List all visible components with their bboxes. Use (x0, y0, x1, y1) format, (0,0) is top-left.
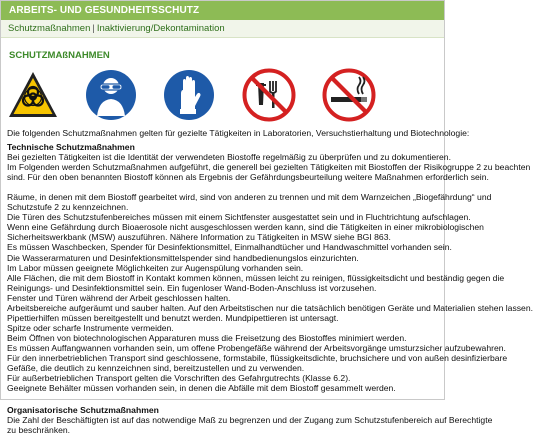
text-line: Fenster und Türen während der Arbeit geschlossen halten. (7, 292, 231, 303)
paragraph-gap (7, 393, 440, 403)
text-line: Im Folgenden werden Schutzmaßnahmen aufgeführt, die generell bei gezielten Tätigkeiten mit Biostoffen der Risikogruppe 2 zu beachten (7, 162, 531, 173)
protective-gloves-icon (163, 69, 215, 121)
text-line: Es müssen Waschbecken, Spender für Desinfektionsmittel, Einmalhandtücher und Handwaschmittel vorhanden sein. (7, 242, 452, 253)
text-line: Es müssen Auffangwannen vorhanden sein, um offene Probengefäße während der Arbeitsvorgänge umsturzsicher aufzubewahren. (7, 342, 506, 353)
protection-measures-text (7, 128, 533, 435)
safety-goggles-icon (85, 69, 137, 121)
text-line: Bei gezielten Tätigkeiten ist die Identität der verwendeten Biostoffe regelmäßig zu überprüfen und zu dokumentieren. (7, 152, 451, 163)
text-line: Pipettierhilfen müssen bereitgestellt und benutzt werden. Mundpipettieren ist untersagt. (7, 312, 339, 323)
paragraph-gap (7, 182, 440, 192)
text-line: Alle Flächen, die mit dem Biostoff in Kontakt kommen können, müssen leicht zu reinigen, flüssigkeitsdicht und beständig gegen die (7, 272, 505, 283)
no-smoking-icon (323, 69, 375, 121)
sub-navigation (1, 20, 444, 38)
text-line: Arbeitsbereiche aufgeräumt und sauber halten. Auf den Arbeitstischen nur die tatsächlich benötigen Geräte und Materialien stehen lassen. (7, 302, 533, 313)
text-line: Schutzstufe 2 zu kennzeichnen. (7, 202, 129, 213)
text-line: Reinigungs- und Desinfektionsmittel sein. Ein fugenloser Wand-Boden-Anschluss ist vorzusehen. (7, 282, 377, 293)
text-line: zu beschränken. (7, 425, 71, 435)
text-line: Die Wasserarmaturen und Desinfektionsmittelspender sind handbedienungslos einzurichten. (7, 252, 359, 263)
organisational-measures-heading: Organisatorische Schutzmaßnahmen (7, 405, 159, 416)
text-line: sind. Für den oben benannten Biostoff können als Ergebnis der Gefährdungsbeurteilung weitere Maßnahmen erforderlich sein. (7, 172, 489, 183)
text-line: Für außerbetrieblichen Transport gelten die Vorschriften des Gefahrgutrechts (Klasse 6.2). (7, 373, 351, 384)
text-line: Räume, in denen mit dem Biostoff gearbeitet wird, sind von anderen zu trennen und mit dem Warnzeichen „Biogefährdung“ und (7, 192, 492, 203)
text-line: Sicherheitswerkbank (MSW) auszuführen. Nähere Information zu Tätigkeiten in MSW siehe BGI 863. (7, 232, 391, 243)
text-line: Die Zahl der Beschäftigten ist auf das notwendige Maß zu begrenzen und der Zugang zum Schutzstufenbereich auf Berechtigte (7, 415, 493, 426)
text-line: Für den innerbetrieblichen Transport sind geschlossene, formstabile, flüssigkeitsdichte, bruchsichere und von außen desinfizierbare (7, 352, 508, 363)
no-eating-drinking-icon (243, 69, 295, 121)
section-header: ARBEITS- UND GESUNDHEITSSCHUTZ (1, 1, 444, 20)
nav-link-inaktivierung[interactable]: Inaktivierung/Dekontamination (96, 23, 225, 34)
technical-measures-heading: Technische Schutzmaßnahmen (7, 142, 135, 153)
intro-paragraph: Die folgenden Schutzmaßnahmen gelten für gezielte Tätigkeiten in Laboratorien, Versuchstierhaltung und Biotechnologie: (7, 128, 470, 138)
text-line: Beim Öffnen von biotechnologischen Apparaturen muss die Freisetzung des Biostoffes minimiert werden. (7, 332, 407, 343)
text-line: Wenn eine Gefährdung durch Bioaerosole nicht ausgeschlossen werden kann, sind die Tätigkeiten in einer mikrobiologischen (7, 222, 484, 233)
text-line: Spitze oder scharfe Instrumente vermeiden. (7, 322, 174, 333)
text-line: Die Türen des Schutzstufenbereiches müssen mit einem Sichtfenster ausgestattet sein und in Fluchtrichtung aufschlagen. (7, 212, 471, 223)
text-line: Geeignete Behälter müssen vorhanden sein, in denen die Abfälle mit dem Biostoff gesammelt werden. (7, 383, 396, 394)
text-line: Gefäße, die deutlich zu kennzeichnen sind, bereitzustellen und zu verwenden. (7, 363, 305, 374)
biohazard-warning-icon (7, 69, 59, 121)
nav-separator: | (92, 23, 95, 34)
page-title: SCHUTZMAßNAHMEN (9, 50, 110, 61)
nav-link-schutzmassnahmen[interactable]: Schutzmaßnahmen (8, 23, 91, 34)
text-line: Im Labor müssen geeignete Möglichkeiten zur Augenspülung vorhanden sein. (7, 262, 304, 273)
